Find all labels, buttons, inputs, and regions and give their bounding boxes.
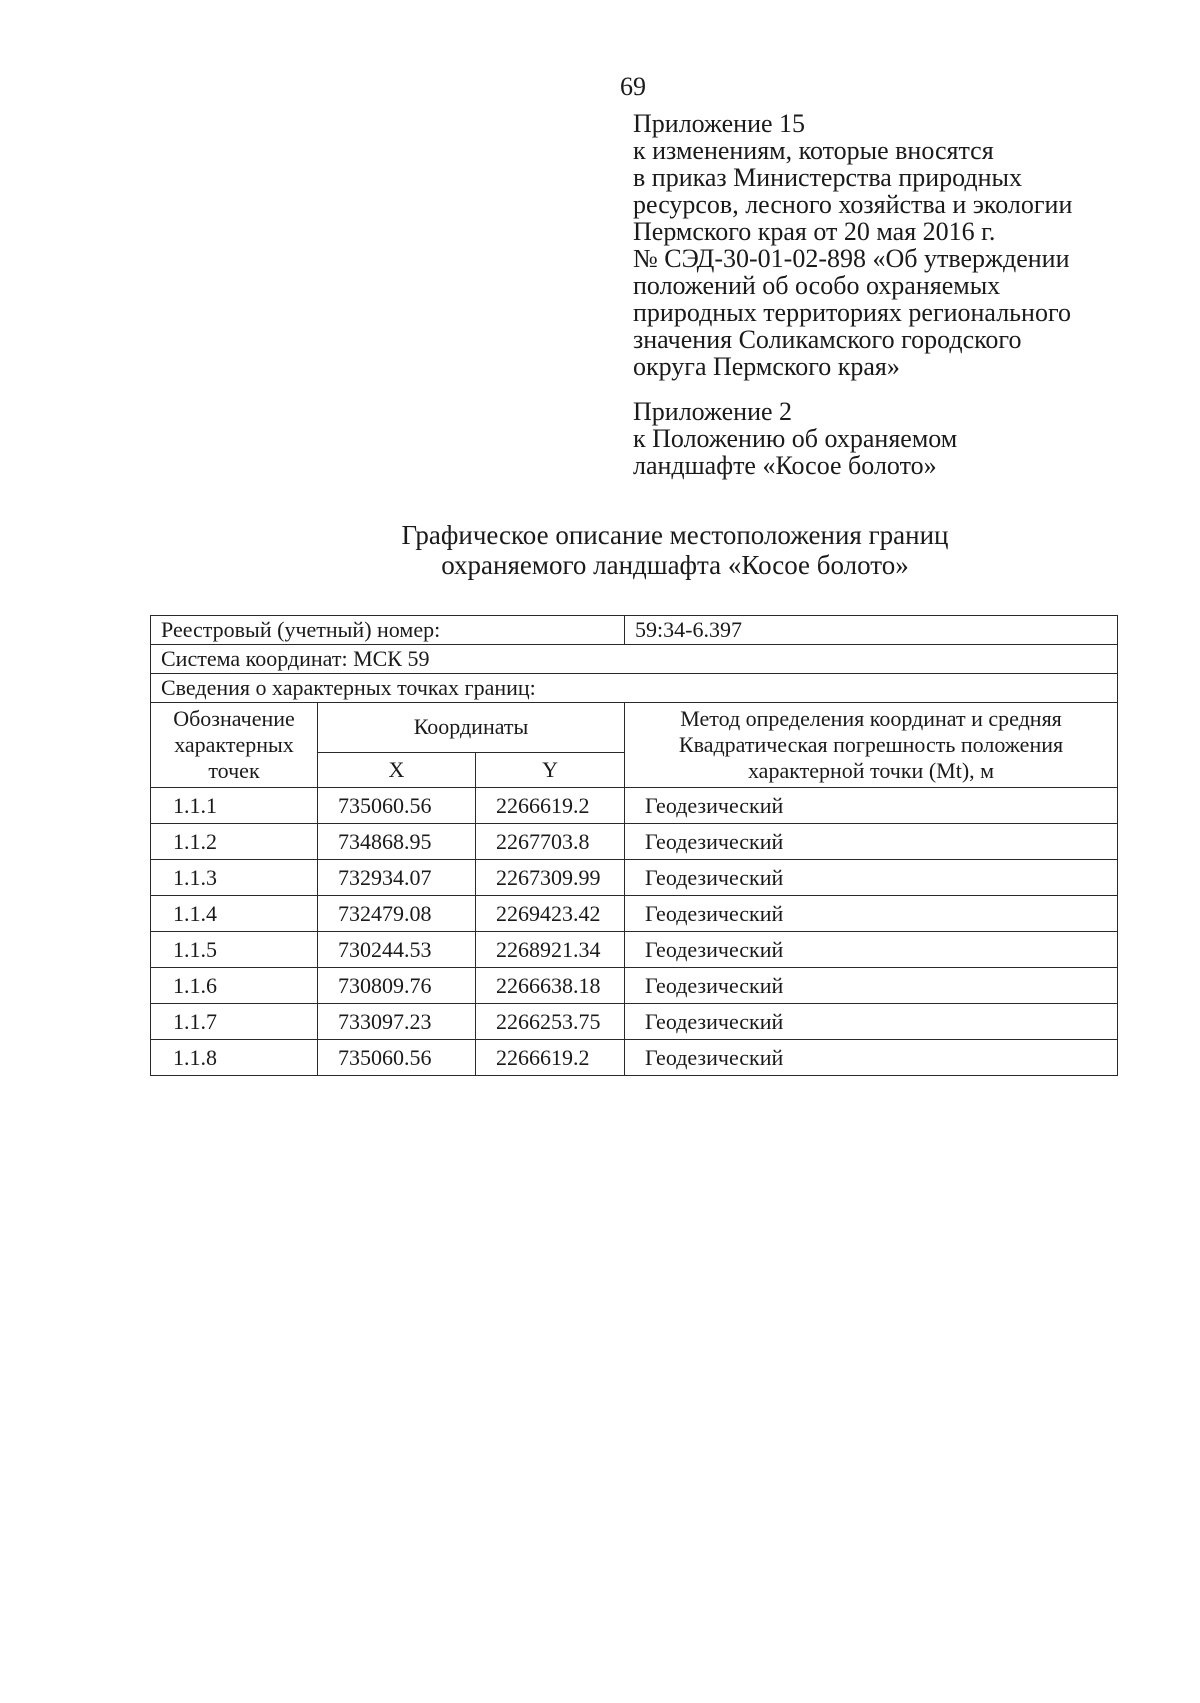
- appendix-15-line: природных территориях регионального: [633, 298, 1071, 327]
- point-label: 1.1.8: [151, 1040, 318, 1076]
- document-title-line: охраняемого ландшафта «Косое болото»: [441, 550, 909, 580]
- point-y: 2269423.42: [476, 896, 625, 932]
- point-method: Геодезический: [625, 824, 1118, 860]
- point-x: 733097.23: [318, 1004, 476, 1040]
- point-y: 2266619.2: [476, 1040, 625, 1076]
- point-x: 732934.07: [318, 860, 476, 896]
- table-row: [151, 1004, 1118, 1040]
- point-method: Геодезический: [625, 968, 1118, 1004]
- point-method: Геодезический: [625, 788, 1118, 824]
- appendix-2-line: ландшафте «Косое болото»: [633, 451, 937, 480]
- appendix-15-line: округа Пермского края»: [633, 352, 900, 381]
- appendix-2-header: [633, 398, 1173, 479]
- point-x: 735060.56: [318, 788, 476, 824]
- appendix-2-line: Приложение 2: [633, 397, 793, 426]
- appendix-15-line: значения Соликамского городского: [633, 325, 1022, 354]
- table-row: [151, 932, 1118, 968]
- header-row: [151, 703, 1118, 753]
- appendix-15-line: положений об особо охраняемых: [633, 271, 1001, 300]
- point-method: Геодезический: [625, 932, 1118, 968]
- header-y: Y: [476, 752, 625, 787]
- point-label: 1.1.6: [151, 968, 318, 1004]
- header-designation: Обозначение характерных точек: [151, 703, 318, 788]
- point-y: 2268921.34: [476, 932, 625, 968]
- appendix-15-line: ресурсов, лесного хозяйства и экологии: [633, 190, 1073, 219]
- appendix-15-line: в приказ Министерства природных: [633, 163, 1023, 192]
- table-row: [151, 896, 1118, 932]
- point-method: Геодезический: [625, 896, 1118, 932]
- registry-label: Реестровый (учетный) номер:: [151, 616, 625, 645]
- appendix-15-header: [633, 110, 1173, 380]
- header-coordinates: Координаты: [318, 703, 625, 753]
- header-x: X: [318, 752, 476, 787]
- page-number: 69: [620, 72, 646, 101]
- appendix-15-line: Приложение 15: [633, 109, 806, 138]
- point-method: Геодезический: [625, 860, 1118, 896]
- appendix-15-line: № СЭД-30-01-02-898 «Об утверждении: [633, 244, 1070, 273]
- point-label: 1.1.2: [151, 824, 318, 860]
- point-y: 2267309.99: [476, 860, 625, 896]
- appendix-15-line: к изменениям, которые вносятся: [633, 136, 994, 165]
- point-method: Геодезический: [625, 1040, 1118, 1076]
- appendix-2-line: к Положению об охраняемом: [633, 424, 958, 453]
- appendix-15-line: Пермского края от 20 мая 2016 г.: [633, 217, 996, 246]
- header-method: Метод определения координат и средняя Квадратическая погрешность положения характерной точки (Mt), м: [625, 703, 1118, 788]
- coord-system-row: [151, 645, 1118, 674]
- document-title-line: Графическое описание местоположения границ: [401, 520, 949, 550]
- coordinates-table: [150, 615, 1118, 1076]
- coord-system: Система координат: МСК 59: [151, 645, 1118, 674]
- point-y: 2266619.2: [476, 788, 625, 824]
- table-row: [151, 860, 1118, 896]
- point-y: 2266253.75: [476, 1004, 625, 1040]
- point-label: 1.1.4: [151, 896, 318, 932]
- point-y: 2267703.8: [476, 824, 625, 860]
- point-x: 735060.56: [318, 1040, 476, 1076]
- point-label: 1.1.7: [151, 1004, 318, 1040]
- table-row: [151, 788, 1118, 824]
- point-x: 732479.08: [318, 896, 476, 932]
- point-label: 1.1.3: [151, 860, 318, 896]
- table-row: [151, 968, 1118, 1004]
- point-x: 734868.95: [318, 824, 476, 860]
- points-info-row: [151, 674, 1118, 703]
- registry-value: 59:34-6.397: [625, 616, 1118, 645]
- registry-row: [151, 616, 1118, 645]
- point-label: 1.1.5: [151, 932, 318, 968]
- point-method: Геодезический: [625, 1004, 1118, 1040]
- table-row: [151, 824, 1118, 860]
- point-x: 730809.76: [318, 968, 476, 1004]
- point-y: 2266638.18: [476, 968, 625, 1004]
- document-title: [150, 520, 1200, 580]
- point-x: 730244.53: [318, 932, 476, 968]
- table-row: [151, 1040, 1118, 1076]
- point-label: 1.1.1: [151, 788, 318, 824]
- points-info: Сведения о характерных точках границ:: [151, 674, 1118, 703]
